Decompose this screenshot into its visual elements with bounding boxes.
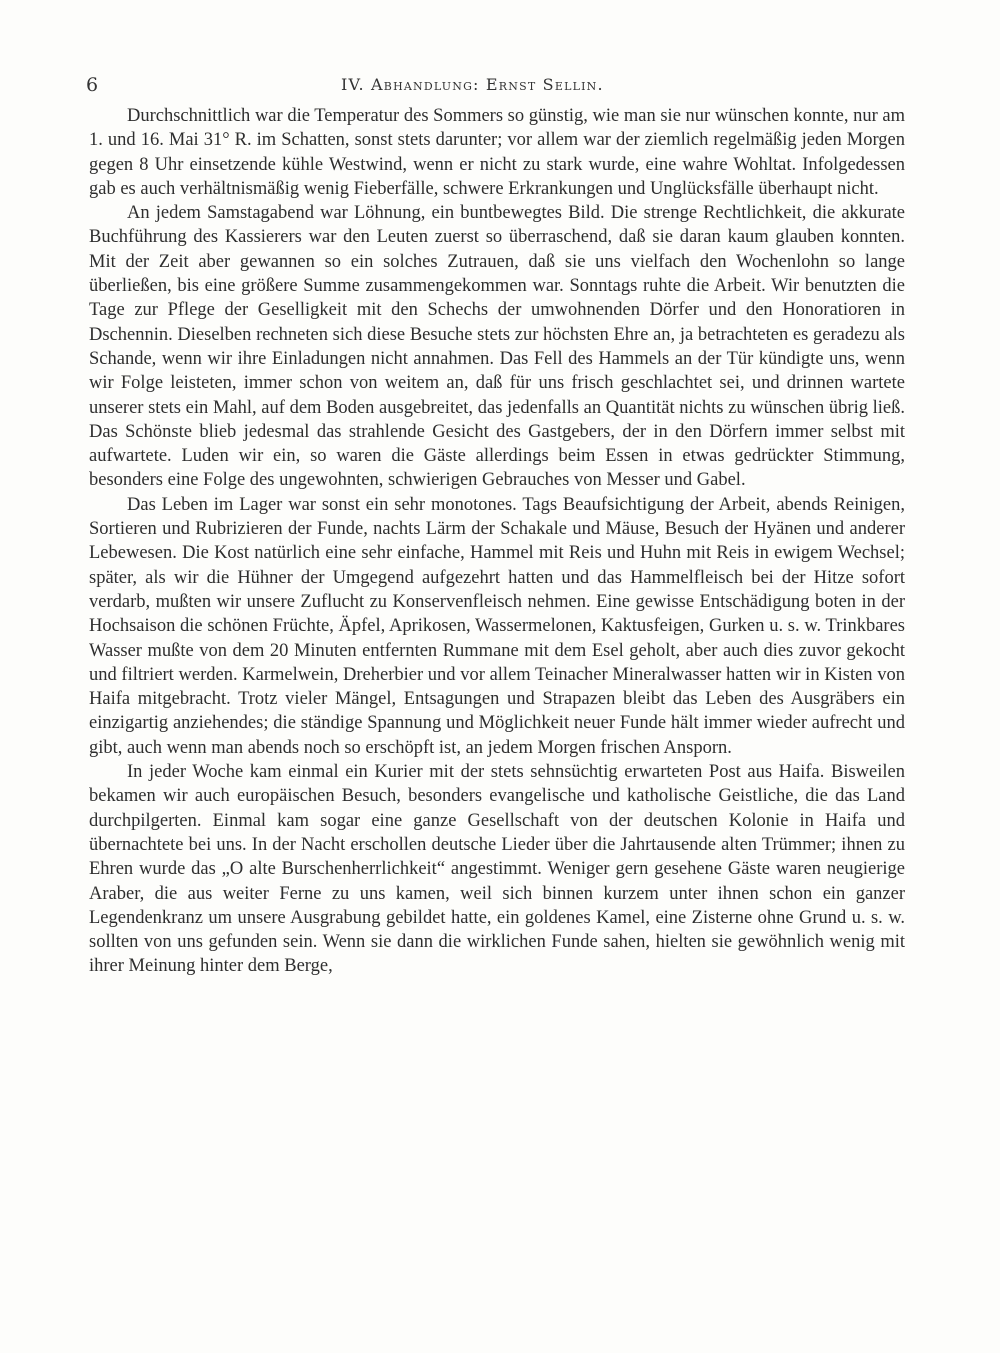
page-number: 6 — [86, 74, 99, 96]
paragraph-payday: An jedem Samstagabend war Löhnung, ein buntbewegtes Bild. Die strenge Rechtlichkeit, die akkurate Buchführung des Kassierers war den Leuten zuerst so überraschend, daß sie daran kaum glauben konnten. Mit der Zeit aber gewannen so ein solches Zutrauen, daß sie uns vielfach den Wochenlohn so lange überließen, bis eine größere Summe zusammengekommen war. Sonntags ruhte die Arbeit. Wir benutzten die Tage zur Pflege der Geselligkeit mit den Schechs der umwohnenden Dörfer und den Honoratioren in Dschennin. Dieselben rechneten sich diese Besuche stets zur höchsten Ehre an, ja betrachteten es geradezu als Schande, wenn wir ihre Einladungen nicht annahmen. Das Fell des Hammels an der Tür kündigte uns, wenn wir Folge leisteten, immer schon von weitem an, daß für uns frisch geschlachtet sei, und drinnen wartete unserer stets ein Mahl, auf dem Boden ausgebreitet, das jedenfalls an Quantität nichts zu wünschen übrig ließ. Das Schönste blieb jedesmal das strahlende Gesicht des Gastgebers, der in den Dörfern immer selbst mit aufwartete. Luden wir ein, so waren die Gäste allerdings beim Essen in etwas gedrückter Stimmung, besonders eine Folge des ungewohnten, schwierigen Gebrauches von Messer und Gabel. — [89, 203, 905, 491]
paragraph-temperature: Durchschnittlich war die Temperatur des Sommers so günstig, wie man sie nur wünschen konnte, nur am 1. und 16. Mai 31° R. im Schatten, sonst stets darunter; vor allem war der ziemlich regelmäßig jeden Morgen gegen 8 Uhr einsetzende kühle Westwind, wenn er nicht zu stark wurde, eine wahre Wohltat. Infolgedessen gab es auch verhältnismäßig wenig Fieberfälle, schwere Erkrankungen und Unglücksfälle überhaupt nicht. — [89, 106, 905, 199]
running-head: IV. Abhandlung: Ernst Sellin. — [341, 75, 604, 94]
body-text — [89, 104, 905, 979]
paragraph-visitors: In jeder Woche kam einmal ein Kurier mit der stets sehnsüchtig erwarteten Post aus Haifa. Bisweilen bekamen wir auch europäischen Besuch, besonders evangelische und katholische Geistliche, die das Land durchpilgerten. Einmal kam sogar eine ganze Gesellschaft von der deutschen Kolonie in Haifa und übernachtete bei uns. In der Nacht erschollen deutsche Lieder über die Jahrtausende alten Trümmer; ihnen zu Ehren wurde das „O alte Burschenherrlichkeit“ angestimmt. Weniger gern gesehene Gäste waren neugierige Araber, die aus weiter Ferne zu uns kamen, weil sich binnen kurzem unter ihnen schon ein ganzer Legendenkranz um unsere Ausgrabung gebildet hatte, ein goldenes Kamel, eine Zisterne ohne Grund u. s. w. sollten von uns gefunden sein. Wenn sie dann die wirklichen Funde sahen, hielten sie gewöhnlich wenig mit ihrer Meinung hinter dem Berge, — [89, 762, 905, 977]
paragraph-camp-life: Das Leben im Lager war sonst ein sehr monotones. Tags Beaufsichtigung der Arbeit, abends Reinigen, Sortieren und Rubrizieren der Funde, nachts Lärm der Schakale und Mäuse, Besuch der Hyänen und anderer Lebewesen. Die Kost natürlich eine sehr einfache, Hammel mit Reis und Huhn mit Reis in ewigem Wechsel; später, als wir die Hühner der Umgegend aufgezehrt hatten und das Hammelfleisch bei der Hitze sofort verdarb, mußten wir unsere Zuflucht zu Konservenfleisch nehmen. Eine gewisse Entschädigung boten in der Hochsaison die schönen Früchte, Äpfel, Aprikosen, Wassermelonen, Kaktusfeigen, Gurken u. s. w. Trinkbares Wasser mußte von dem 20 Minuten entfernten Rummane mit dem Esel geholt, aber auch dies zuvor gekocht und filtriert werden. Karmelwein, Dreherbier und vor allem Teinacher Mineralwasser hatten wir in Kisten von Haifa mitgebracht. Trotz vieler Mängel, Entsagungen und Strapazen bleibt das Leben des Ausgräbers ein einzigartig anziehendes; die ständige Spannung und Möglichkeit neuer Funde hält immer wieder aufrecht und gibt, auch wenn man abends noch so erschöpft ist, an jedem Morgen frischen Ansporn. — [89, 494, 905, 758]
